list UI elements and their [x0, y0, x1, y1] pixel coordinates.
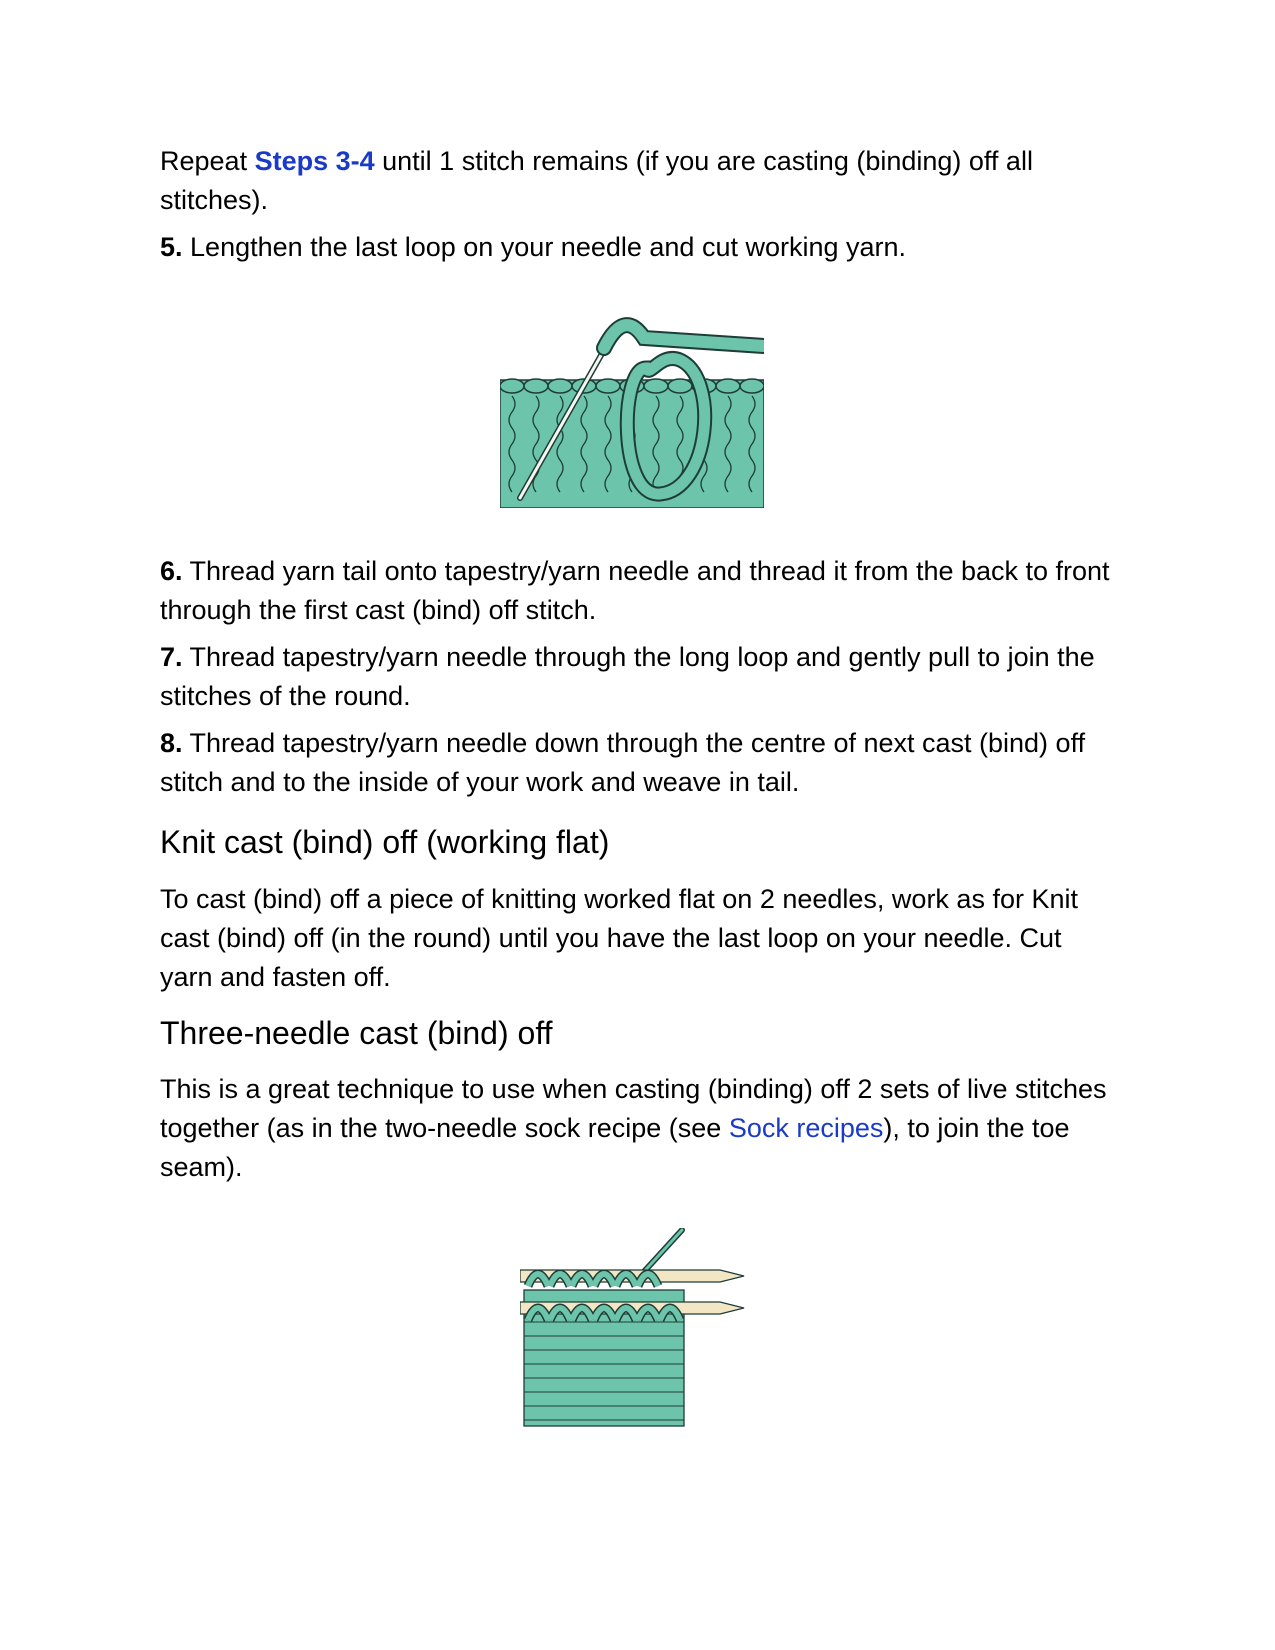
repeat-suffix: until 1 stitch remains (if you are casting (binding) off all stitches).: [160, 146, 1033, 215]
steps-link[interactable]: Steps 3-4: [254, 146, 375, 176]
three-needle-suffix: ), to join the toe seam).: [160, 1113, 1070, 1182]
step-text: Lengthen the last loop on your needle and cut working yarn.: [182, 232, 907, 262]
repeat-prefix: Repeat: [160, 146, 255, 176]
three-needle-prefix: This is a great technique to use when casting (binding) off 2 sets of live stitches together (as in the two-needle sock recipe (see: [160, 1074, 1107, 1143]
heading-knit-cast-off-flat: Knit cast (bind) off (working flat): [160, 824, 610, 860]
step-number: 7.: [160, 642, 183, 672]
heading-three-needle-cast-off: Three-needle cast (bind) off: [160, 1015, 553, 1051]
step-5: [160, 228, 1120, 267]
step-text: Thread tapestry/yarn needle down through the centre of next cast (bind) off stitch and to the inside of your work and weave in tail.: [160, 728, 1086, 797]
step-7: [160, 638, 1120, 716]
step-number: 8.: [160, 728, 183, 758]
step-number: 6.: [160, 556, 183, 586]
sock-recipes-link[interactable]: Sock recipes: [728, 1113, 884, 1143]
step-6: [160, 552, 1120, 630]
three-needle-body: [160, 1070, 1120, 1187]
three-needle-illustration: [520, 1228, 760, 1428]
step-number: 5.: [160, 232, 183, 262]
step-8: [160, 724, 1120, 802]
step-text: Thread yarn tail onto tapestry/yarn needle and thread it from the back to front through the first cast (bind) off stitch.: [160, 556, 1110, 625]
flat-body: To cast (bind) off a piece of knitting worked flat on 2 needles, work as for Knit cast (bind) off (in the round) until you have the last loop on your needle. Cut yarn and fasten off.: [160, 884, 1078, 992]
step-text: Thread tapestry/yarn needle through the long loop and gently pull to join the stitches of the round.: [160, 642, 1095, 711]
repeat-instruction: [160, 142, 1120, 220]
long-loop-illustration: [500, 308, 764, 508]
